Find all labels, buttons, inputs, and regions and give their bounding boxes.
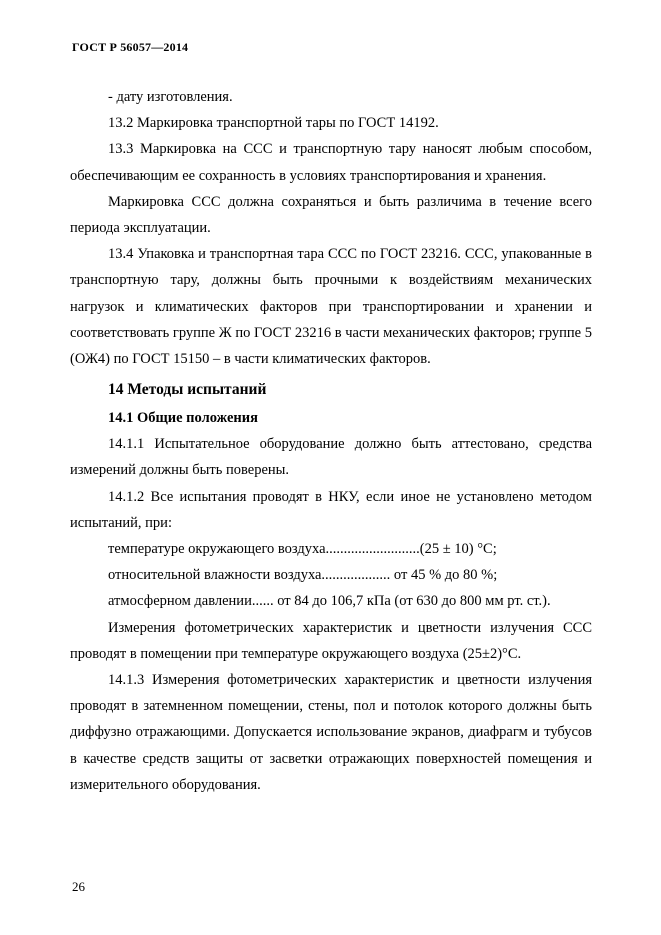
condition-temperature: температуре окружающего воздуха..........................(25 ± 10) °С; <box>108 541 497 558</box>
paragraph-photometric-conditions: Измерения фотометрических характеристик и цветности излучения ССС проводят в помещении при температуре окружающего воздуха (25±2)°С. <box>70 619 592 662</box>
paragraph-14-1-2: 14.1.2 Все испытания проводят в НКУ, если иное не установлено методом испытаний, при: <box>70 488 592 531</box>
condition-pressure: атмосферном давлении...... от 84 до 106,7 кПа (от 630 до 800 мм рт. ст.). <box>108 593 551 610</box>
paragraph-13-2: 13.2 Маркировка транспортной тары по ГОСТ 14192. <box>108 115 439 132</box>
paragraph-13-3: 13.3 Маркировка на ССС и транспортную тару наносят любым способом, обеспечивающим ее сохранность в условиях транспортирования и хранения. <box>70 141 592 184</box>
document-header: ГОСТ Р 56057—2014 <box>72 40 189 54</box>
list-item-manufacture-date: - дату изготовления. <box>108 89 233 105</box>
page-number: 26 <box>72 879 85 894</box>
section-14-heading: 14 Методы испытаний <box>108 381 267 399</box>
paragraph-13-4: 13.4 Упаковка и транспортная тара ССС по ГОСТ 23216. ССС, упакованные в транспортную тару, должны быть прочными к воздействиям механических нагрузок и климатических факторов при транспортировании и хранении и соответствовать группе Ж по ГОСТ 23216 в части механических факторов; группе 5 (ОЖ4) по ГОСТ 15150 – в части климатических факторов. <box>70 246 592 368</box>
condition-humidity: относительной влажности воздуха................... от 45 % до 80 %; <box>108 567 498 584</box>
paragraph-marking-persistence: Маркировка ССС должна сохраняться и быть различима в течение всего периода эксплуатации. <box>70 193 592 237</box>
paragraph-14-1-1: 14.1.1 Испытательное оборудование должно быть аттестовано, средства измерений должны быть поверены. <box>70 436 592 479</box>
paragraph-14-1-3: 14.1.3 Измерения фотометрических характеристик и цветности излучения проводят в затемненном помещении, стены, пол и потолок которого должны быть диффузно отражающими. Допускается использование экранов, диафрагм и тубусов в качестве средств защиты от засветки отражающих поверхностей помещения и измерительного оборудования. <box>70 672 592 793</box>
section-14-1-heading: 14.1 Общие положения <box>108 410 258 427</box>
page-content <box>70 84 592 798</box>
